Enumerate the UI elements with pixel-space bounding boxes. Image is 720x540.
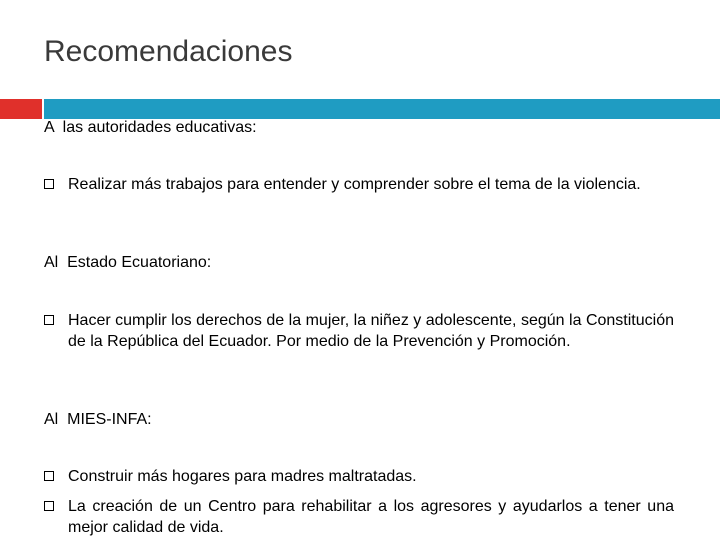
accent-bar-red (0, 99, 42, 119)
square-bullet-icon (44, 315, 54, 325)
list-item (44, 466, 674, 487)
bullet-text: La creación de un Centro para rehabilitar a los agresores y ayudarlos a tener una mejor calidad de vida. (68, 498, 674, 536)
section-heading-mies: Al MIES-INFA: (44, 411, 152, 428)
list-item (44, 496, 674, 538)
list-item (44, 310, 674, 352)
bullet-text: Hacer cumplir los derechos de la mujer, la niñez y adolescente, según la Constitución de la República del Ecuador. Por medio de la Prevención y Promoción. (68, 312, 674, 350)
list-item (44, 174, 674, 195)
section-heading-state: Al Estado Ecuatoriano: (44, 254, 212, 271)
bullet-text: Realizar más trabajos para entender y comprender sobre el tema de la violencia. (68, 176, 641, 193)
square-bullet-icon (44, 471, 54, 481)
square-bullet-icon (44, 501, 54, 511)
accent-bar-blue (44, 99, 720, 119)
bullet-text: Construir más hogares para madres maltratadas. (68, 468, 417, 485)
section-heading-authorities: A las autoridades educativas: (44, 119, 257, 136)
slide-title: Recomendaciones (44, 35, 293, 68)
square-bullet-icon (44, 179, 54, 189)
